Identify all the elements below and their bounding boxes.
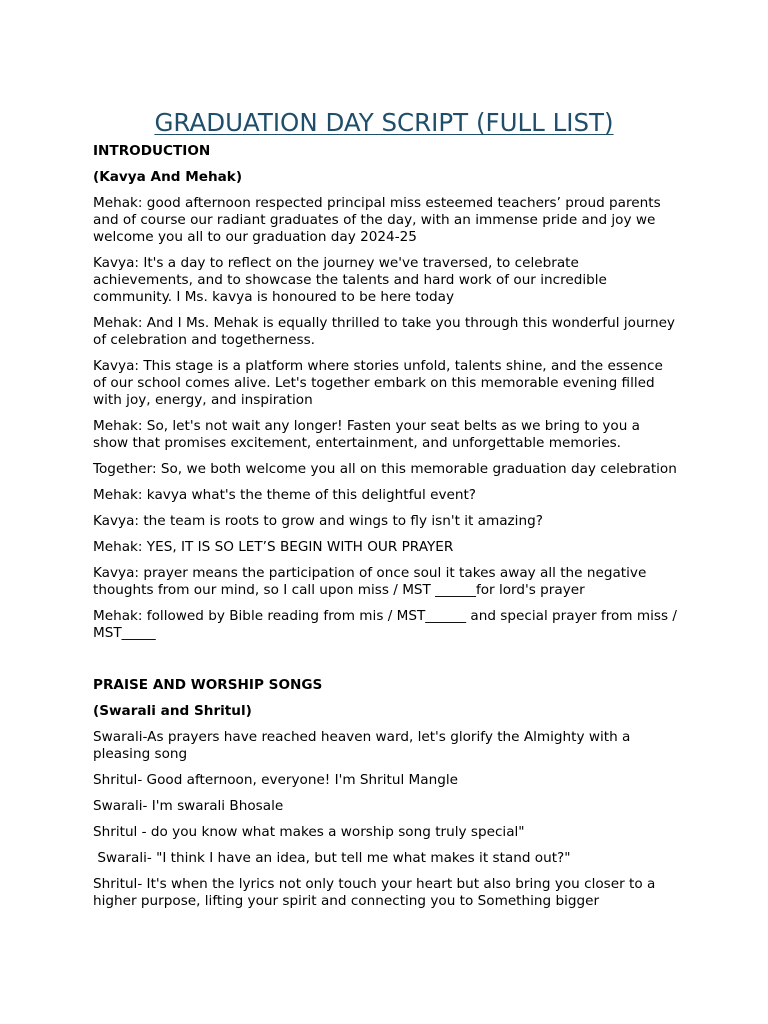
script-line: Shritul- Good afternoon, everyone! I'm Shritul Mangle <box>93 772 458 788</box>
document-body <box>93 143 678 919</box>
script-line: Shritul- It's when the lyrics not only touch your heart but also bring you closer to a higher purpose, lifting your spirit and connecting you to Something bigger <box>93 876 656 909</box>
script-line: Shritul - do you know what makes a worship song truly special" <box>93 824 525 840</box>
script-line: Swarali- I'm swarali Bhosale <box>93 798 284 814</box>
section-heading-praise: PRAISE AND WORSHIP SONGS <box>93 677 323 693</box>
script-line: Mehak: YES, IT IS SO LET’S BEGIN WITH OUR PRAYER <box>93 539 454 555</box>
script-line: Mehak: kavya what's the theme of this delightful event? <box>93 487 477 503</box>
script-line: Kavya: It's a day to reflect on the journey we've traversed, to celebrate achievements, and to showcase the talents and hard work of our incredible community. I Ms. kavya is honoured to be here today <box>93 255 607 305</box>
section-hosts-introduction: (Kavya And Mehak) <box>93 169 243 185</box>
script-line: Swarali-As prayers have reached heaven ward, let's glorify the Almighty with a pleasing song <box>93 729 631 762</box>
script-line: Kavya: This stage is a platform where stories unfold, talents shine, and the essence of our school comes alive. Let's together embark on this memorable evening filled with joy, energy, and inspiration <box>93 358 663 408</box>
script-line: Swarali- "I think I have an idea, but tell me what makes it stand out?" <box>93 850 571 866</box>
document-title: GRADUATION DAY SCRIPT (FULL LIST) <box>154 108 614 137</box>
script-line: Mehak: And I Ms. Mehak is equally thrilled to take you through this wonderful journey of celebration and togetherness. <box>93 315 675 348</box>
script-line: Mehak: So, let's not wait any longer! Fasten your seat belts as we bring to you a show that promises excitement, entertainment, and unforgettable memories. <box>93 418 640 451</box>
script-line: Together: So, we both welcome you all on this memorable graduation day celebration <box>93 461 677 477</box>
script-line: Mehak: good afternoon respected principal miss esteemed teachers’ proud parents and of course our radiant graduates of the day, with an immense pride and joy we welcome you all to our graduation day 2024-25 <box>93 195 661 245</box>
section-hosts-praise: (Swarali and Shritul) <box>93 703 252 719</box>
section-heading-introduction: INTRODUCTION <box>93 143 211 159</box>
script-line: Kavya: the team is roots to grow and wings to fly isn't it amazing? <box>93 513 543 529</box>
script-line: Mehak: followed by Bible reading from mis / MST______ and special prayer from miss / MST_____ <box>93 608 677 641</box>
section-spacer <box>93 651 678 677</box>
script-line: Kavya: prayer means the participation of once soul it takes away all the negative thoughts from our mind, so I call upon miss / MST ______for lord's prayer <box>93 565 647 598</box>
